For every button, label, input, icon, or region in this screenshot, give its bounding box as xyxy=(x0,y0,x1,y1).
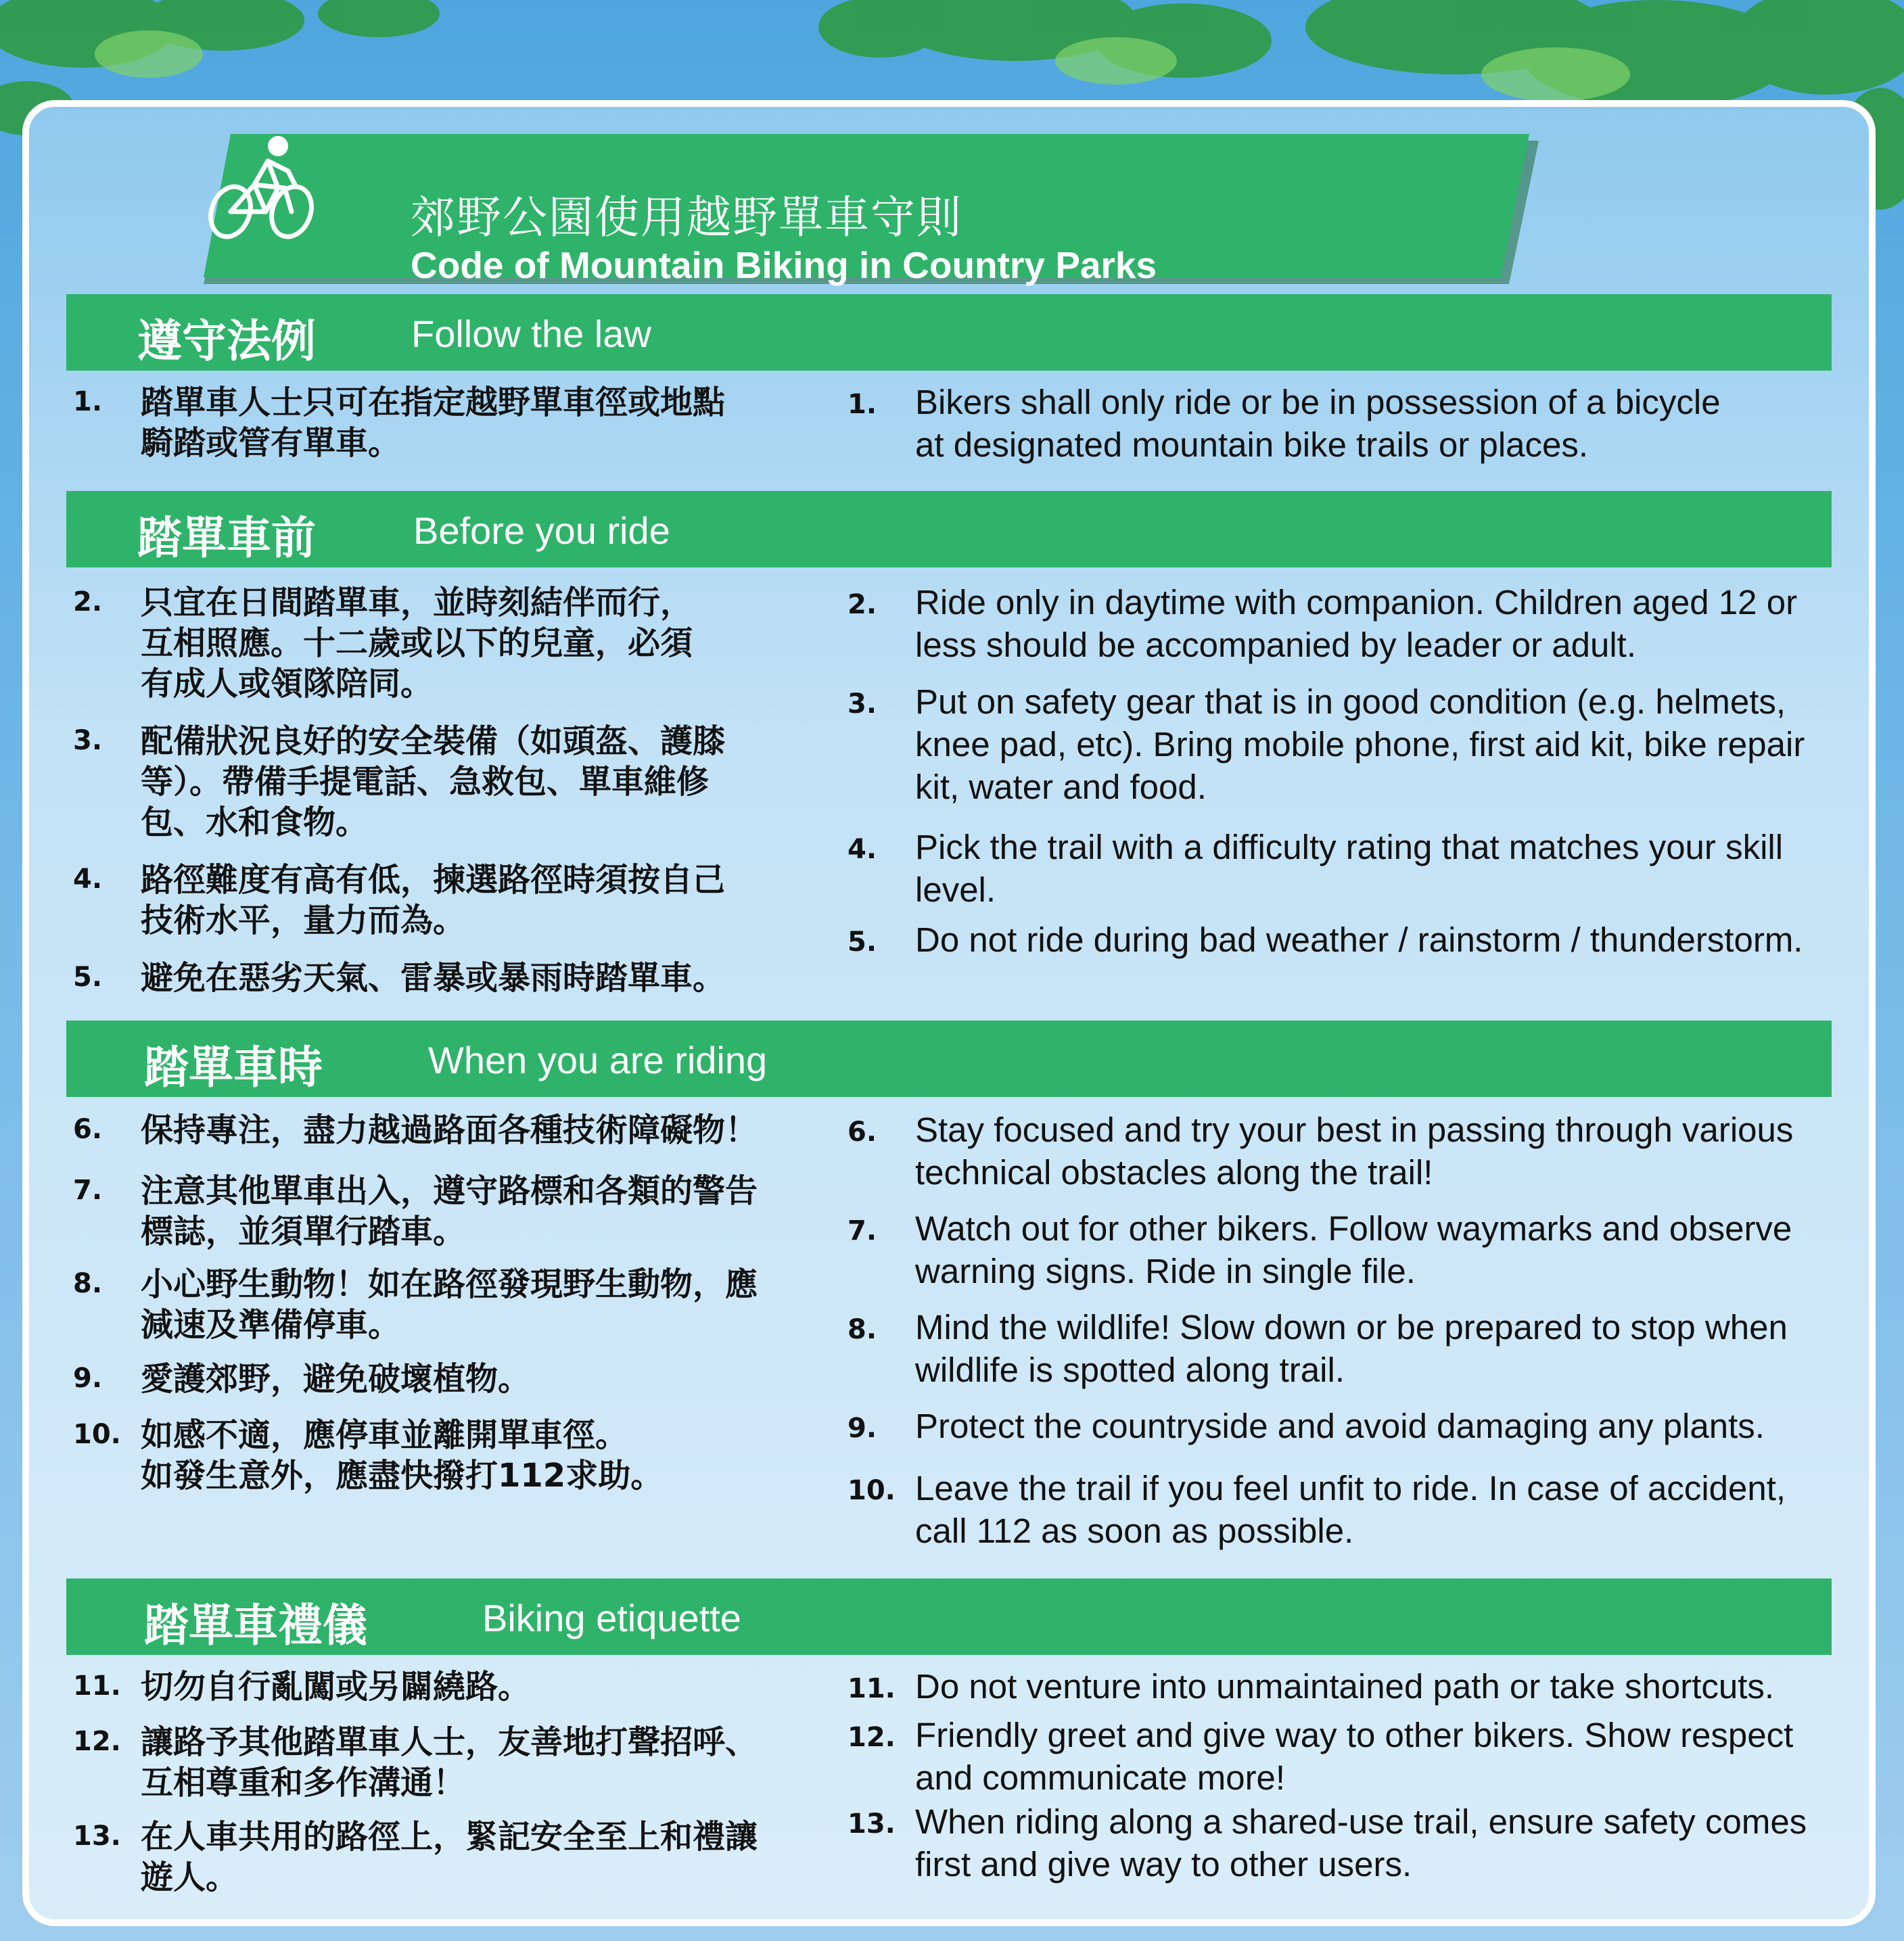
section-title-chinese: 踏單車前 xyxy=(137,512,316,564)
title-english: Code of Mountain Biking in Country Parks xyxy=(411,244,1157,286)
section-title-chinese: 遵守法例 xyxy=(137,315,316,367)
section-title-english: When you are riding xyxy=(428,1039,768,1081)
section-title-chinese: 踏單車禮儀 xyxy=(144,1599,367,1652)
cyclist-icon xyxy=(204,134,319,242)
section-header-bar xyxy=(66,1578,1832,1655)
section-title-chinese: 踏單車時 xyxy=(144,1042,323,1094)
section-header-bar xyxy=(66,294,1832,371)
section-title-english: Follow the law xyxy=(411,312,651,355)
section-header-bar xyxy=(66,491,1832,567)
section-title-english: Before you ride xyxy=(413,509,670,552)
code-board: 郊野公園使用越野單車守則 Code of Mountain Biking in Country Parks 遵守法例 Follow the law 1. 踏單車人士只可在指定越野單車徑或地點 騎踏或管有單車。 1. Bikers shall only ride or be in possession of a bicycle at designated mountain bike trails or places. 踏單車前 Before you ride 2. 只宜在日間踏單車，並時刻結伴而行， 互相照應。十二歲或以下的兒童，必須 有成人或領隊陪同。 3. 配備狀況良好的安全裝備（如頭盔、護膝 等）。帶備手提電話、急救包、單車維修 包、水和食物。 4. 路徑難度有高有低，揀選路徑時須按自己 技術水平，量力而為。 5. 避免在惡劣天氣、雷暴或暴雨時踏單車。 2. Ride only in daytime with companion. Children aged 12 or less should be accompanied by leader or adult. 3. Put on safety gear that is in good condition (e.g. helmets, knee pad, etc). Bring mobile phone, first aid kit, bike repair kit, water and food. 4. Pick the trail with a difficulty rating that matches your skill level. 5. Do not ride during bad weather / rainstorm / thunderstorm. 踏單車時 When you are riding 6. 保持專注，盡力越過路面各種技術障礙物！ 7. 注意其他單車出入，遵守路標和各類的警告 標誌，並須單行踏車。 8. 小心野生動物！如在路徑發現野生動物，應 減速及準備停車。 9. 愛護郊野，避免破壞植物。 10. 如感不適，應停車並離開單車徑。 如發生意外，應盡快撥打112求助。 6. Stay focused and try your best in passing through various technical obstacles along the trail! 7. Watch out for other bikers. Follow waymarks and observe warning signs. Ride in single file. 8. Mind the wildlife! Slow down or be prepared to stop when wildlife is spotted along trail. 9. Protect the countryside and avoid damaging any plants. 10. Leave the trail if you feel unfit to ride. In case of accident, call 112 as soon as possible. 踏單車禮儀 Biking etiquette 11. 切勿自行亂闖或另闢繞路。 12. 讓路予其他踏單車人士，友善地打聲招呼、 互相尊重和多作溝通！ 13. 在人車共用的路徑上，緊記安全至上和禮讓 遊人。 11. Do not venture into unmaintained path or take shortcuts. 12. Friendly greet and give way to other bikers. Show respect and communicate more! 13. When riding along a shared-use trail, ensure safety comes first and give way to other users. xyxy=(22,100,1876,1926)
section-header-bar xyxy=(66,1021,1832,1097)
section-title-english: Biking etiquette xyxy=(482,1597,741,1639)
title-banner xyxy=(204,134,1543,293)
title-chinese: 郊野公園使用越野單車守則 xyxy=(411,191,962,243)
